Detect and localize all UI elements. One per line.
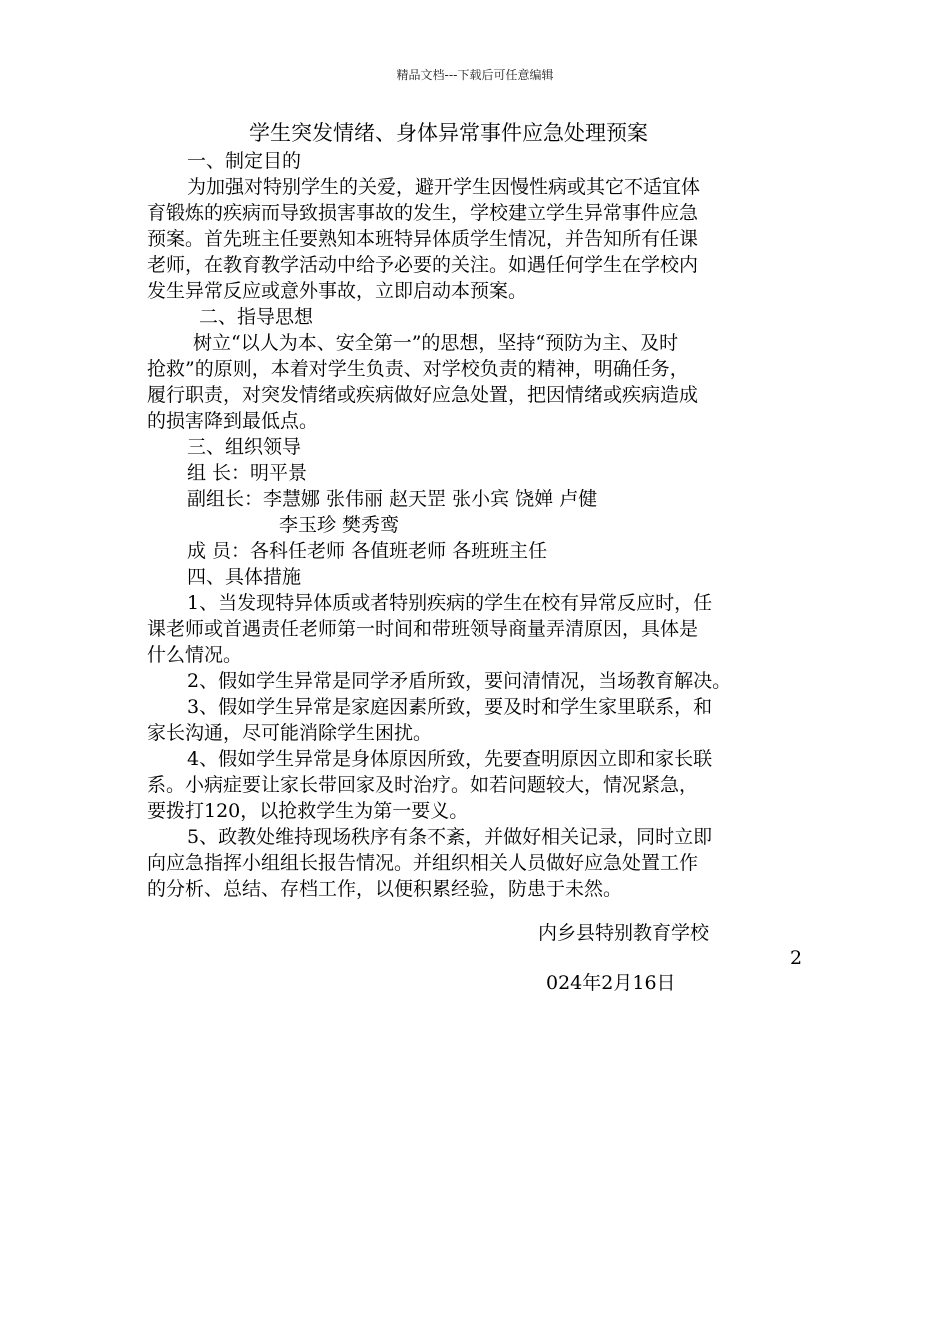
team-deputies: 副组长：李慧娜 张伟丽 赵天罡 张小宾 饶婵 卢健 [187, 488, 598, 510]
paragraph-line: 老师，在教育教学活动中给予必要的关注。如遇任何学生在学校内 [147, 254, 699, 276]
paragraph-line: 抢救”的原则，本着对学生负责、对学校负责的精神，明确任务， [147, 358, 689, 380]
measure-line: 4、假如学生异常是身体原因所致，先要查明原因立即和家长联 [187, 748, 713, 770]
paragraph-line: 树立“以人为本、安全第一”的思想，坚持“预防为主、及时 [193, 332, 679, 354]
measure-line: 3、假如学生异常是家庭因素所致，要及时和学生家里联系，和 [187, 696, 713, 718]
section-heading-organization: 三、组织领导 [187, 436, 302, 458]
signature-date: 024年2月16日 [546, 972, 676, 994]
team-leader: 组 长：明平景 [187, 462, 308, 484]
measure-line: 要拨打120，以抢救学生为第一要义。 [147, 800, 469, 822]
paragraph-line: 育锻炼的疾病而导致损害事故的发生，学校建立学生异常事件应急 [147, 202, 699, 224]
signature-date-prefix: 2 [790, 947, 803, 969]
measure-line: 系。小病症要让家长带回家及时治疗。如若问题较大，情况紧急， [147, 774, 699, 796]
measure-line: 课老师或首遇责任老师第一时间和带班领导商量弄清原因，具体是 [147, 618, 699, 640]
paragraph-line: 的损害降到最低点。 [147, 410, 319, 432]
measure-line: 家长沟通，尽可能消除学生困扰。 [147, 722, 433, 744]
document-body [147, 118, 817, 902]
measure-line: 向应急指挥小组组长报告情况。并组织相关人员做好应急处置工作 [147, 852, 699, 874]
section-heading-guiding-idea: 二、指导思想 [199, 306, 314, 328]
section-heading-purpose: 一、制定目的 [187, 150, 302, 172]
measure-line: 的分析、总结、存档工作，以便积累经验，防患于未然。 [147, 878, 623, 900]
paragraph-line: 履行职责，对突发情绪或疾病做好应急处置，把因情绪或疾病造成 [147, 384, 699, 406]
team-deputies-continued: 李玉珍 樊秀鸾 [279, 514, 400, 536]
section-heading-measures: 四、具体措施 [187, 566, 302, 588]
paragraph-line: 预案。首先班主任要熟知本班特异体质学生情况，并告知所有任课 [147, 228, 699, 250]
document-title: 学生突发情绪、身体异常事件应急处理预案 [249, 121, 648, 145]
measure-line: 5、政教处维持现场秩序有条不紊，并做好相关记录，同时立即 [187, 826, 713, 848]
header-note: 精品文档---下载后可任意编辑 [396, 68, 554, 82]
paragraph-line: 为加强对特别学生的关爱，避开学生因慢性病或其它不适宜体 [187, 176, 701, 198]
measure-line: 2、假如学生异常是同学矛盾所致，要问清情况，当场教育解决。 [187, 670, 732, 692]
measure-line: 1、当发现特异体质或者特别疾病的学生在校有异常反应时，任 [187, 592, 713, 614]
team-members: 成 员：各科任老师 各值班老师 各班班主任 [187, 540, 548, 562]
paragraph-line: 发生异常反应或意外事故，立即启动本预案。 [147, 280, 528, 302]
measure-line: 什么情况。 [147, 644, 243, 666]
signature-school: 内乡县特别教育学校 [538, 922, 710, 944]
